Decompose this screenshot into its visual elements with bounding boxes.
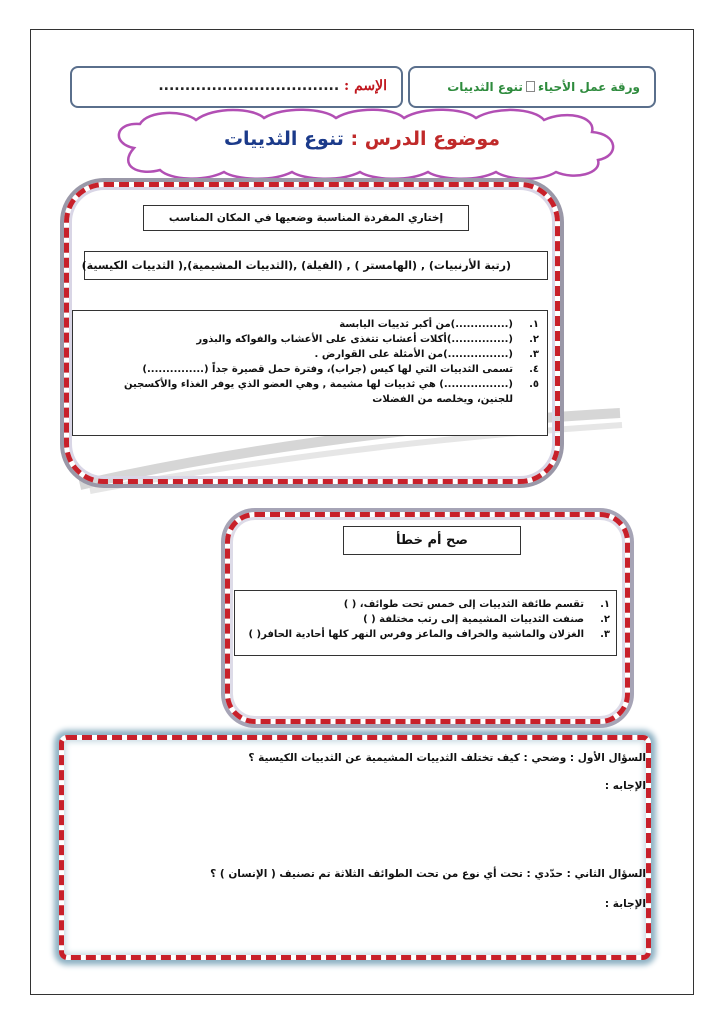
- essay-section-frame: [59, 735, 651, 960]
- fill-in-questions: [72, 310, 548, 436]
- lesson-title: [180, 128, 544, 150]
- question-1: السؤال الأول : وضحي : كيف تختلف الثدييات المشيمية عن الثدييات الكيسية ؟: [248, 752, 646, 764]
- list-item[interactable]: ١. تقسم طائفة الثدييات إلى خمس تحت طوائف، ( ): [343, 599, 610, 610]
- student-name-box[interactable]: [70, 66, 403, 108]
- lesson-topic: تنوع الثدييات: [223, 128, 344, 150]
- list-item[interactable]: ٣. (................)من الأمثلة على القوارض .: [314, 349, 539, 360]
- worksheet-title: [447, 80, 640, 94]
- word-bank: (رتبة الأرنبيات) , (الهامستر ) , (الفيلة) ,(الثدييات المشيمية),( الثدييات الكيسية): [84, 251, 548, 280]
- list-item[interactable]: ١. (..............)من أكبر ثدييات اليابسة: [339, 319, 539, 330]
- true-false-title: صح أم خطأ: [343, 526, 521, 555]
- worksheet-subject: ورقة عمل الأحياء: [537, 80, 640, 94]
- lesson-label: موضوع الدرس :: [350, 128, 501, 150]
- fill-in-instruction: إختاري المفردة المناسبة وضعيها في المكان المناسب: [143, 205, 469, 231]
- list-item[interactable]: ٤. تسمى الثدييات التي لها كيس (جراب)، وفترة حمل قصيرة جداً (...............): [142, 364, 539, 375]
- answer-2-label[interactable]: الإجابة :: [604, 898, 646, 910]
- list-item[interactable]: ٢. (...............)أكلات أعشاب تتغذى على الأعشاب والفواكه والبذور: [196, 334, 539, 345]
- list-item[interactable]: ٢. صنفت الثدييات المشيمية إلى رتب مختلفة ( ): [363, 614, 610, 625]
- list-item[interactable]: ٣. الغزلان والماشية والخراف والماعز وفرس النهر كلها أحادية الحافر( ): [248, 629, 610, 640]
- separator-box-icon: [526, 81, 535, 92]
- answer-1-label[interactable]: الإجابه :: [604, 780, 646, 792]
- true-false-questions: [234, 590, 617, 656]
- worksheet-topic: تنوع الثدييات: [447, 80, 523, 94]
- name-blank: ..................................: [158, 78, 340, 94]
- name-label: الإسم :: [344, 78, 387, 94]
- worksheet-title-box: [408, 66, 656, 108]
- list-item[interactable]: ٥. (.................) هي ثدييات لها مشيمة , وهي العضو الذي يوفر الغذاء والأكسجين للجنين، ويخلصه من الفضلات: [123, 379, 539, 405]
- student-name-field: [158, 78, 387, 94]
- question-2: السؤال الثاني : حدّدي : تحت أي نوع من تحت الطوائف الثلاثة تم تصنيف ( الإنسان ) ؟: [210, 868, 646, 880]
